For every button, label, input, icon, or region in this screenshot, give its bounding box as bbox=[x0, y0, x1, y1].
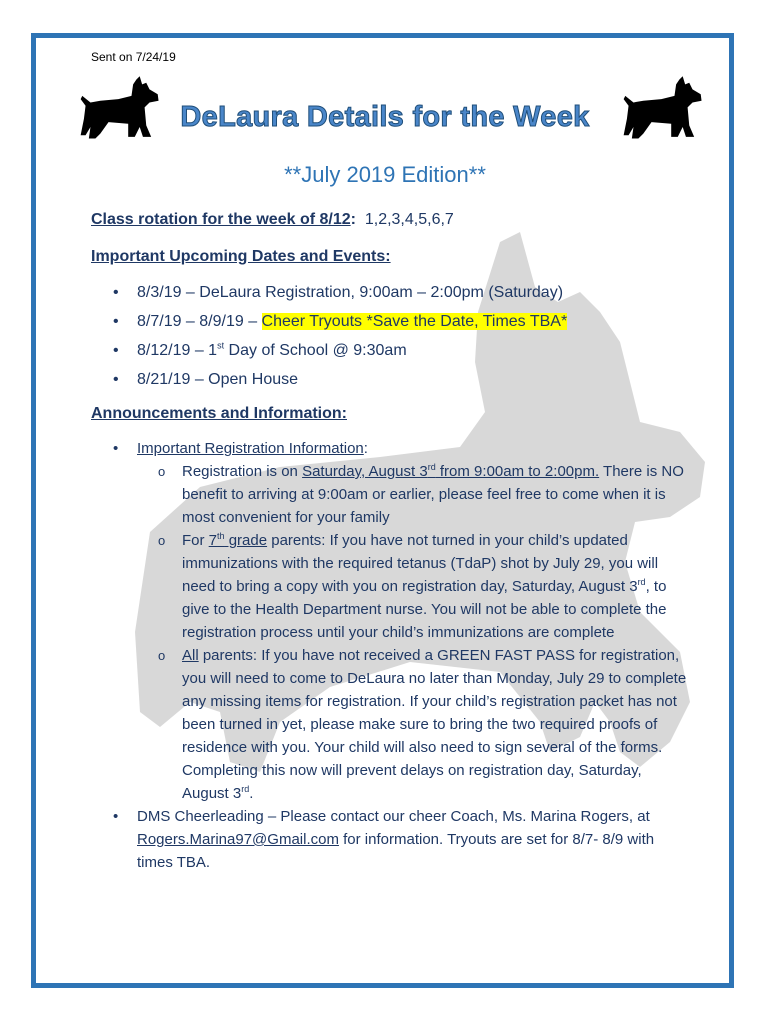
first-day-text-a: 8/12/19 – 1 bbox=[137, 342, 218, 359]
cheer-text-a: DMS Cheerleading – Please contact our cheer Coach, Ms. Marina Rogers, at bbox=[137, 808, 650, 825]
newsletter-title: DeLaura Details for the Week bbox=[180, 101, 590, 133]
scottie-dog-icon bbox=[622, 75, 704, 143]
reg-item3-all: All bbox=[182, 647, 199, 664]
class-rotation-line bbox=[91, 208, 691, 231]
date-item-cheer bbox=[113, 307, 691, 336]
cheer-highlight: Cheer Tryouts *Save the Date, Times TBA* bbox=[261, 313, 568, 330]
reg-item2-u1: 7 bbox=[208, 532, 218, 549]
reg-item1-b: There is NO benefit to arriving at 9:00am or earlier, please feel free to come when it is most convenient for your family bbox=[182, 463, 684, 526]
reg-item1-date bbox=[302, 463, 599, 480]
registration-sublist bbox=[137, 460, 691, 805]
first-day-text-b: Day of School @ 9:30am bbox=[224, 342, 407, 359]
all-parents-item bbox=[158, 644, 691, 805]
reg-item3-a: parents: If you have not received a GREEN FAST PASS for registration, you will need to come to DeLaura no later than Monday, July 29 to complete any missing items for registration. If your child’s registration packet has not been turned in yet, please make sure to bring the two required proofs of residence with you. Your child will also need to sign several of the forms. Completing this now will prevent delays on registration day, Saturday, August 3 bbox=[182, 647, 687, 802]
reg-item2-b: parents: If you have not turned in your child’s updated immunizations with the required tetanus (TdaP) shot by July 29, you will need to bring a copy with you on registration day, Saturday, August 3 bbox=[182, 532, 659, 595]
date-item-open-house: • 8/21/19 – Open House bbox=[113, 365, 691, 394]
cheer-text-b: for information. Tryouts are set for 8/7- 8/9 with times TBA. bbox=[137, 831, 655, 871]
registration-date-item bbox=[158, 460, 691, 529]
announcements-heading: Announcements and Information: bbox=[91, 405, 347, 422]
class-rotation-value: 1,2,3,4,5,6,7 bbox=[364, 211, 454, 228]
announcements-list bbox=[91, 437, 691, 874]
date-item-registration: • 8/3/19 – DeLaura Registration, 9:00am – 2:00pm (Saturday) bbox=[113, 278, 691, 307]
reg-item3-b: . bbox=[249, 785, 254, 802]
reg-item2-sup1: th bbox=[217, 531, 225, 541]
reg-item1-u1: Saturday, August 3 bbox=[302, 463, 428, 480]
scottie-dog-icon bbox=[79, 75, 161, 143]
dates-list bbox=[91, 278, 691, 394]
cheer-email-link[interactable]: Rogers.Marina97@Gmail.com bbox=[137, 831, 339, 848]
reg-item3-sup: rd bbox=[241, 784, 250, 794]
reg-item2-grade bbox=[209, 532, 267, 549]
class-rotation-colon: : bbox=[350, 211, 356, 228]
edition-subtitle: **July 2019 Edition** bbox=[284, 162, 486, 187]
registration-info-heading: Important Registration Information bbox=[137, 440, 364, 457]
reg-item1-a: Registration is on bbox=[182, 463, 303, 480]
date-item-first-day bbox=[113, 336, 691, 365]
sent-date: Sent on 7/24/19 bbox=[91, 50, 176, 64]
reg-item2-u2: grade bbox=[224, 532, 268, 549]
class-rotation-label: Class rotation for the week of 8/12 bbox=[91, 211, 351, 228]
reg-item2-c: , to give to the Health Department nurse. You will not be able to complete the registration process until your child’s immunizations are complete bbox=[182, 578, 667, 641]
dates-heading: Important Upcoming Dates and Events: bbox=[91, 248, 391, 265]
seventh-grade-item bbox=[158, 529, 691, 644]
newsletter-content bbox=[91, 208, 691, 874]
cheerleading-item bbox=[113, 805, 691, 874]
reg-item1-sup: rd bbox=[427, 462, 436, 472]
reg-item1-u2: from 9:00am to 2:00pm. bbox=[435, 463, 600, 480]
registration-info-colon: : bbox=[363, 440, 368, 457]
first-day-sup: st bbox=[217, 340, 225, 351]
registration-info-item bbox=[113, 437, 691, 805]
cheer-date-prefix: 8/7/19 – 8/9/19 – bbox=[137, 313, 262, 330]
reg-item2-sup2: rd bbox=[637, 577, 646, 587]
reg-item2-a: For bbox=[182, 532, 209, 549]
